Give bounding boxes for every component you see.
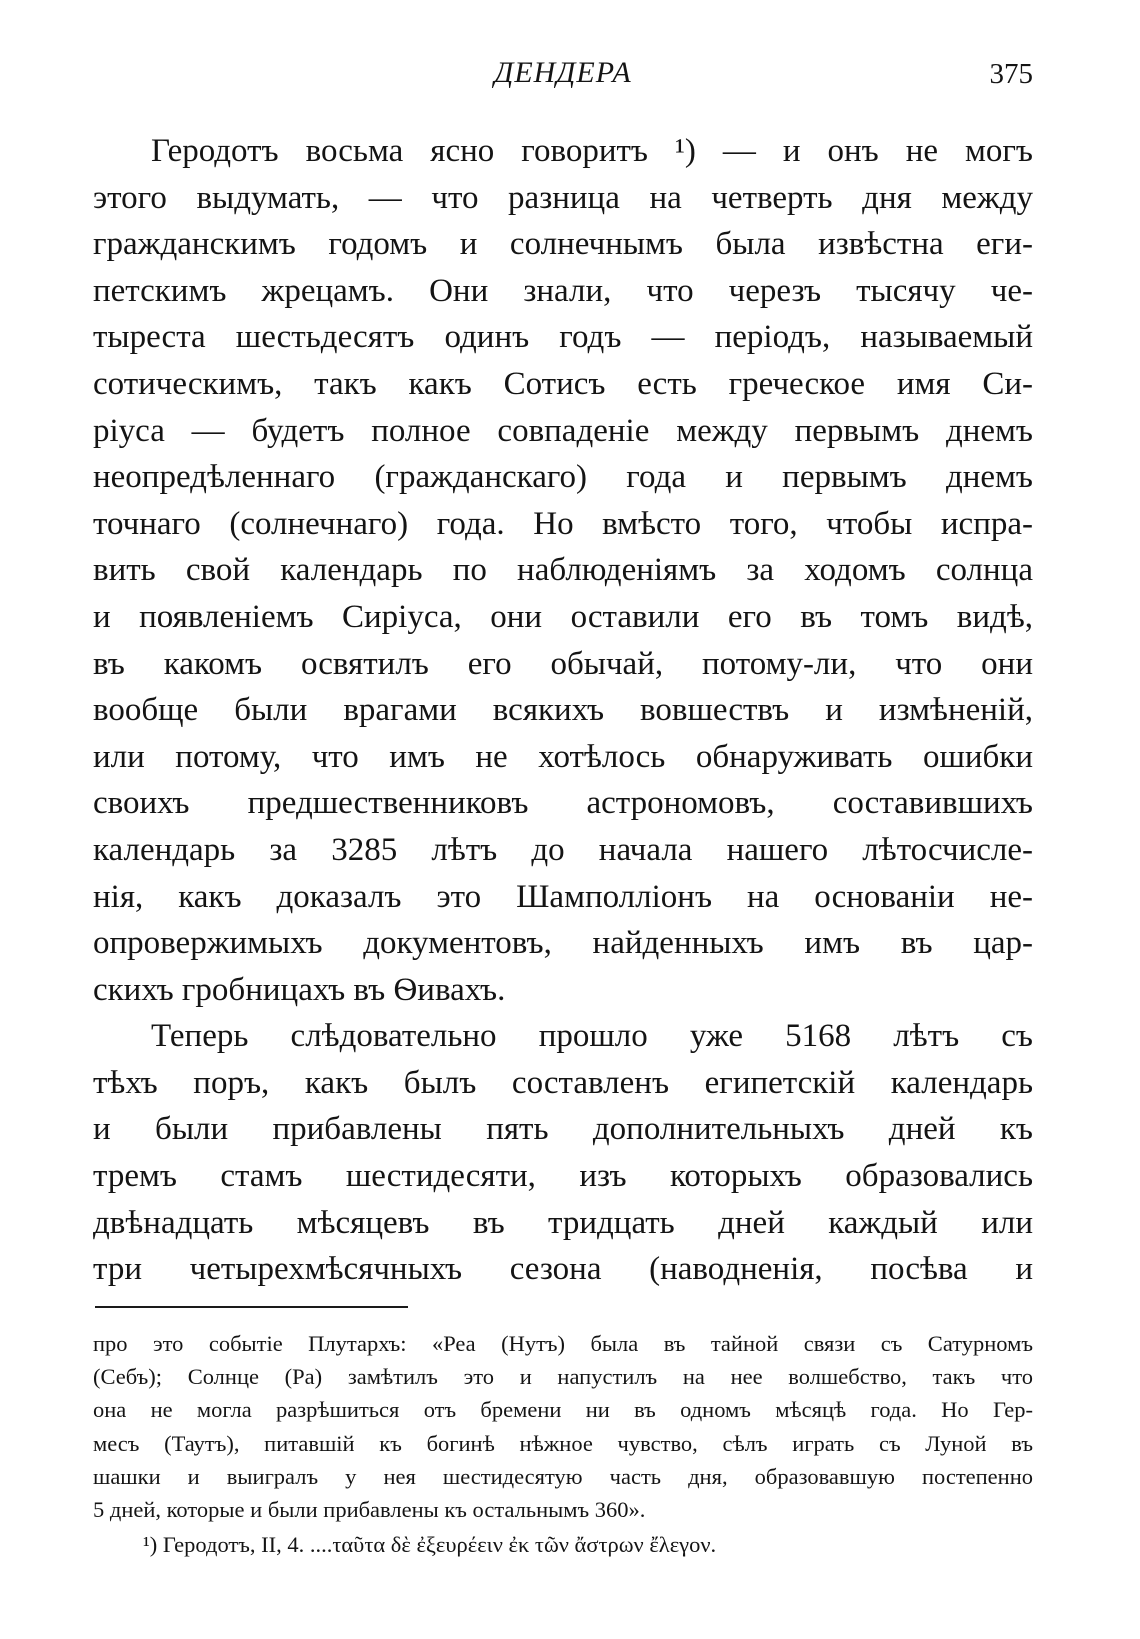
footnote-line: про это событіе Плутархъ: «Реа (Нутъ) была въ тайной связи съ Сатурномъ	[93, 1331, 1033, 1356]
footnote-divider	[95, 1306, 408, 1308]
main-text	[93, 128, 1033, 1293]
text-line: гражданскимъ годомъ и солнечнымъ была извѣстна еги-	[93, 226, 1033, 263]
text-line: и были прибавлены пять дополнительныхъ дней къ	[93, 1111, 1033, 1148]
text-line: три четырехмѣсячныхъ сезона (наводненія, посѣва и	[93, 1251, 1033, 1288]
footnotes	[93, 1327, 1033, 1561]
text-line: своихъ предшественниковъ астрономовъ, составившихъ	[93, 785, 1033, 822]
text-line: Теперь слѣдовательно прошло уже 5168 лѣтъ съ	[151, 1018, 1033, 1055]
text-line: и появленіемъ Сиріуса, они оставили его въ томъ видѣ,	[93, 598, 1033, 635]
text-line: тремъ стамъ шестидесяти, изъ которыхъ образовались	[93, 1158, 1033, 1195]
running-head	[93, 56, 1033, 106]
text-line: опровержимыхъ документовъ, найденныхъ имъ въ цар-	[93, 925, 1033, 962]
text-line: точнаго (солнечнаго) года. Но вмѣсто того, чтобы испра-	[93, 505, 1033, 542]
text-line: Геродотъ восьма ясно говоритъ ¹) — и онъ не могъ	[151, 133, 1033, 169]
text-line: тѣхъ поръ, какъ былъ составленъ египетскій календарь	[93, 1064, 1033, 1101]
text-line: нія, какъ доказалъ это Шамполліонъ на основаніи не-	[93, 878, 1033, 915]
text-line: ріуса — будетъ полное совпаденіе между первымъ днемъ	[93, 412, 1033, 449]
footnote-line: (Себъ); Солнце (Ра) замѣтилъ это и напустилъ на нее волшебство, такъ что	[93, 1364, 1033, 1390]
text-line: сотическимъ, такъ какъ Сотисъ есть греческое имя Си-	[93, 365, 1033, 402]
footnote-line: месъ (Таутъ), питавшій къ богинѣ нѣжное чувство, сѣлъ играть съ Луной въ	[93, 1430, 1033, 1456]
running-title: ДЕНДЕРА	[494, 56, 632, 89]
text-line: вообще были врагами всякихъ вовшествъ и измѣненій,	[93, 692, 1033, 729]
footnote-reference: ¹) Геродотъ, II, 4. ....ταῦτα δὲ ἐξευρέειν ἐκ τῶν ἄστρων ἔλεγον.	[143, 1532, 717, 1558]
text-line: двѣнадцать мѣсяцевъ въ тридцать дней каждый или	[93, 1204, 1033, 1241]
text-line: или потому, что имъ не хотѣлось обнаруживать ошибки	[93, 738, 1033, 775]
text-line: въ какомъ освятилъ его обычай, потому-ли, что они	[93, 645, 1033, 682]
text-line: тыреста шестьдесятъ одинъ годъ — періодъ, называемый	[93, 319, 1033, 356]
text-line: скихъ гробницахъ въ Ѳивахъ.	[93, 971, 506, 1008]
text-line: вить свой календарь по наблюденіямъ за ходомъ солнца	[93, 552, 1033, 589]
footnote-line: она не могла разрѣшиться отъ бремени ни въ одномъ мѣсяцѣ года. Но Гер-	[93, 1397, 1033, 1423]
text-line: этого выдумать, — что разница на четверть дня между	[93, 179, 1033, 216]
text-line: календарь за 3285 лѣтъ до начала нашего лѣтосчисле-	[93, 831, 1033, 868]
text-line: петскимъ жрецамъ. Они знали, что черезъ тысячу че-	[93, 272, 1033, 309]
footnote-line: шашки и выигралъ у нея шестидесятую часть дня, образовавшую постепенно	[93, 1463, 1033, 1489]
footnote-line: 5 дней, которые и были прибавлены къ остальнымъ 360».	[93, 1496, 646, 1522]
page-number: 375	[989, 58, 1033, 90]
text-line: неопредѣленнаго (гражданскаго) года и первымъ днемъ	[93, 459, 1033, 496]
